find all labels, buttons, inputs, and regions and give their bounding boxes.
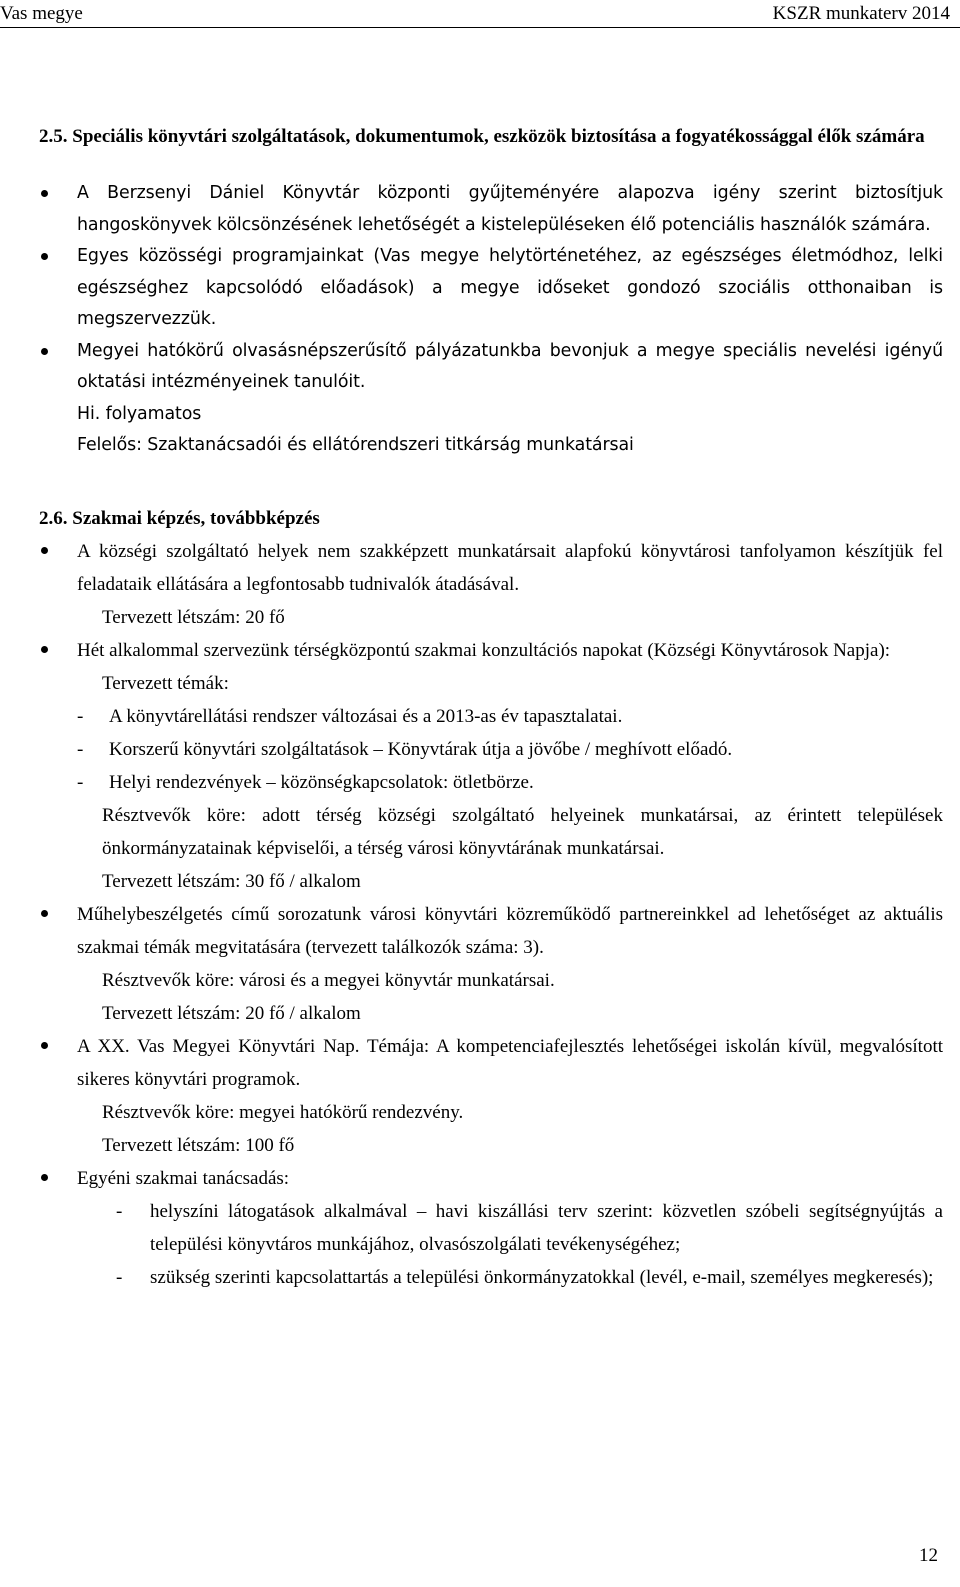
page-header xyxy=(0,0,960,28)
page-body xyxy=(39,122,943,1294)
section-title: 2.5. Speciális könyvtári szolgáltatások, dokumentumok, eszközök biztosítása a fogyatékossággal élők számára xyxy=(39,126,925,147)
participants: Résztvevők köre: adott térség községi szolgáltató helyeinek munkatársai, az érintett települések önkormányzatainak képviselői, a térség városi könyvtárának munkatársai. xyxy=(102,804,943,859)
list-item: Hét alkalommal szervezünk térségközpontú szakmai konzultációs napokat (Községi Könyvtárosok Napja): Tervezett témák: xyxy=(39,634,943,700)
section-title: 2.6. Szakmai képzés, továbbképzés xyxy=(39,507,320,529)
list-item: Megyei hatókörű olvasásnépszerűsítő pályázatunkba bevonjuk a megye speciális nevelési igényű oktatási intézményeinek tanulóit. xyxy=(39,336,943,399)
bullet-icon xyxy=(41,547,48,554)
page-number: 12 xyxy=(919,1545,938,1566)
section-2-5 xyxy=(39,122,943,462)
advice-list xyxy=(39,1195,943,1294)
deadline: Hi. folyamatos xyxy=(77,403,202,424)
topic-item: - A könyvtárellátási rendszer változásai és a 2013-as év tapasztalatai. xyxy=(77,705,623,727)
responsible: Felelős: Szaktanácsadói és ellátórendszeri titkárság munkatársai xyxy=(77,435,634,455)
participants: Résztvevők köre: megyei hatókörű rendezvény. xyxy=(102,1101,464,1123)
planned-headcount: Tervezett létszám: 30 fő / alkalom xyxy=(102,870,361,892)
planned-headcount: Tervezett létszám: 20 fő xyxy=(102,606,285,628)
list-item: Egyes közösségi programjainkat (Vas megye helytörténetéhez, az egészséges életmódhoz, lelki egészséghez kapcsolódó előadások) a megye időseket gondozó szociális otthonaiban is megszervezzük. xyxy=(39,241,943,336)
topic-item: - Korszerű könyvtári szolgáltatások – Könyvtárak útja a jövőbe / meghívott előadó. xyxy=(77,738,733,760)
list-item: A XX. Vas Megyei Könyvtári Nap. Témája: A kompetenciafejlesztés lehetőségei iskolán kívül, megvalósított sikeres könyvtári programok. Résztvevők köre: megyei hatókörű rendezvény. Tervezett létszám: 100 fő xyxy=(39,1030,943,1162)
bullet-list xyxy=(39,898,943,1195)
header-left: Vas megye xyxy=(0,3,83,24)
participants: Résztvevők köre: városi és a megyei könyvtár munkatársai. xyxy=(102,969,555,991)
planned-headcount: Tervezett létszám: 100 fő xyxy=(102,1134,295,1156)
topic-item: - Helyi rendezvények – közönségkapcsolatok: ötletbörze. xyxy=(77,771,534,793)
advice-item: - helyszíni látogatások alkalmával – havi kiszállási terv szerint: közvetlen szóbeli segítségnyújtás a települési könyvtáros munkájához, olvasószolgálati tevékenységéhez; xyxy=(116,1200,943,1255)
bullet-icon xyxy=(41,646,48,653)
bullet-icon xyxy=(41,253,48,260)
bullet-icon xyxy=(41,1042,48,1049)
list-item: A Berzsenyi Dániel Könyvtár központi gyűjteményére alapozva igény szerint biztosítjuk hangoskönyvek kölcsönzésének lehetőségét a kistelepüléseken élő potenciális használók számára. xyxy=(39,178,943,241)
section-2-6 xyxy=(39,504,943,1294)
planned-headcount: Tervezett létszám: 20 fő / alkalom xyxy=(102,1002,361,1024)
bullet-icon xyxy=(41,190,48,197)
bullet-icon xyxy=(41,1174,48,1181)
bullet-icon xyxy=(41,910,48,917)
list-item: A községi szolgáltató helyek nem szakképzett munkatársait alapfokú könyvtárosi tanfolyamon készítjük fel feladataik ellátására a legfontosabb tudnivalók átadásával. Tervezett létszám: 20 fő xyxy=(39,535,943,634)
bullet-icon xyxy=(41,348,48,355)
header-right: KSZR munkaterv 2014 xyxy=(772,3,950,24)
topic-list xyxy=(39,700,943,898)
advice-item: - szükség szerinti kapcsolattartás a települési önkormányzatokkal (levél, e-mail, személyes megkeresés); xyxy=(116,1266,934,1288)
bullet-list xyxy=(39,178,943,399)
topics-label: Tervezett témák: xyxy=(102,672,229,694)
bullet-list xyxy=(39,535,943,700)
list-item: Egyéni szakmai tanácsadás: xyxy=(39,1162,943,1195)
list-item: Műhelybeszélgetés című sorozatunk városi könyvtári közreműködő partnereinkkel ad lehetőséget az aktuális szakmai témák megvitatására (tervezett találkozók száma: 3). Résztvevők köre: városi és a megyei könyvtár munkatársai. Tervezett létszám: 20 fő / alkalom xyxy=(39,898,943,1030)
